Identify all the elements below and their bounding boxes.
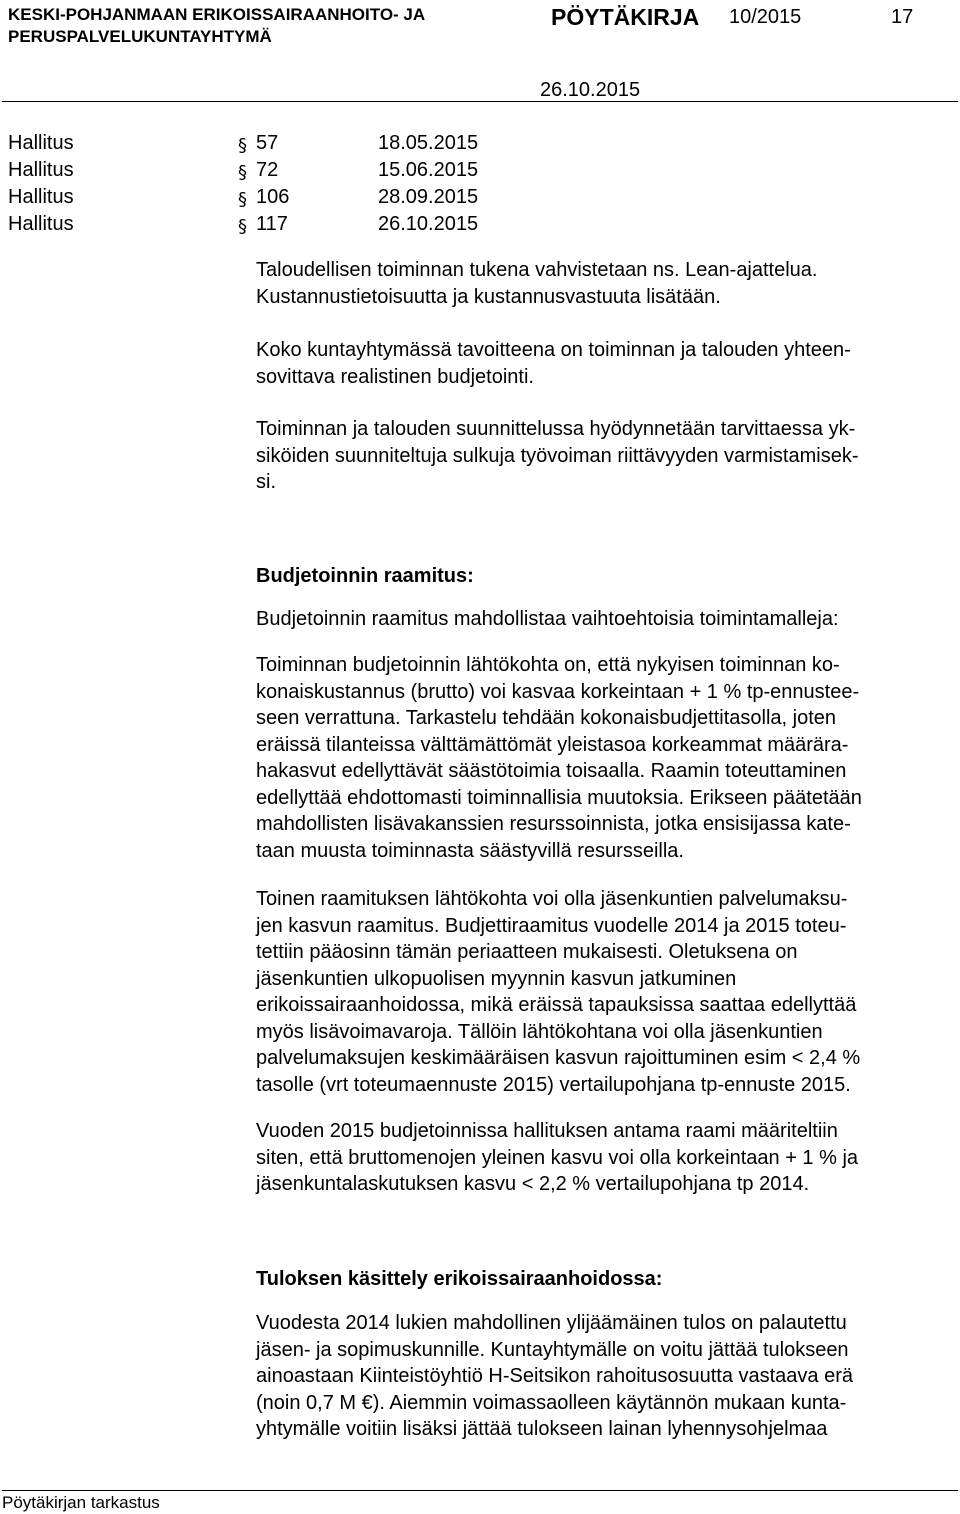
- paragraph-framing-intro: Budjetoinnin raamitus mahdollistaa vaihtoehtoisia toimintamalleja:: [256, 608, 839, 630]
- section-sign-icon: [238, 134, 254, 154]
- history-row: [0, 211, 960, 238]
- document-type: PÖYTÄKIRJA: [551, 4, 700, 30]
- history-body: Hallitus: [8, 213, 74, 235]
- history-date: 26.10.2015: [378, 213, 479, 235]
- processing-history: [0, 130, 960, 240]
- svg-text:§: §: [238, 135, 247, 154]
- paragraph-result-handling: Vuodesta 2014 lukien mahdollinen ylijäämäinen tulos on palautettu jäsen- ja sopimuskunnille. Kuntayhtymälle on voitu jättää tulokseen ainoastaan Kiinteistöyhtiö H-Seitsikon rahoitusosuutta vastaava erä (noin 0,7 M €). Aiemmin voimassaolleen käytännön mukaan kunta- yhtymälle voitiin lisäksi jättää tulokseen lainan lyhennysohjelmaa: [256, 1312, 854, 1440]
- history-row: [0, 184, 960, 211]
- organization-name: [8, 4, 425, 48]
- history-date: 15.06.2015: [378, 159, 479, 181]
- footer-divider: [2, 1490, 958, 1491]
- paragraph-budgeting-goal: Koko kuntayhtymässä tavoitteena on toiminnan ja talouden yhteen- sovittava realistinen budjetointi.: [256, 339, 851, 388]
- section-sign-icon: [238, 161, 254, 181]
- paragraph-framing-option-2: Toinen raamituksen lähtökohta voi olla jäsenkuntien palvelumaksu- jen kasvun raamitus. Budjettiraamitus vuodelle 2014 ja 2015 toteu- tettiin pääosinn tämän periaatteen mukaisesti. Oletuksena on jäsenkuntien ulkopuolisen myynnin kasvun jatkuminen erikoissairaanhoidossa, mikä eräissä tapauksissa saattaa edellyttää myös lisävoimavaroja. Tällöin lähtökohtana voi olla jäsenkuntien palvelumaksujen keskimääräisen kasvun rajoittuminen esim < 2,4 % tasolle (vrt toteumaennuste 2015) vertailupohjana tp-ennuste 2015.: [256, 888, 861, 1096]
- document-number: 10/2015: [729, 6, 802, 28]
- history-section: 117: [256, 213, 288, 235]
- section-sign-icon: [238, 215, 254, 235]
- minutes-review-label: Pöytäkirjan tarkastus: [2, 1493, 160, 1512]
- history-body: Hallitus: [8, 186, 74, 208]
- svg-text:§: §: [238, 162, 247, 181]
- heading-budget-framing: Budjetoinnin raamitus:: [256, 565, 474, 587]
- organization-line-1: KESKI-POHJANMAAN ERIKOISSAIRAANHOITO- JA: [8, 5, 426, 24]
- heading-result-handling: Tuloksen käsittely erikoissairaanhoidossa:: [256, 1268, 663, 1290]
- history-row: [0, 157, 960, 184]
- history-body: Hallitus: [8, 132, 74, 154]
- paragraph-planning: Toiminnan ja talouden suunnittelussa hyödynnetään tarvittaessa yk- siköiden suunniteltuja sulkuja työvoiman riittävyyden varmistamisek- si.: [256, 418, 859, 493]
- history-date: 28.09.2015: [378, 186, 479, 208]
- meeting-date: 26.10.2015: [540, 79, 641, 101]
- paragraph-2015-frame: Vuoden 2015 budjetoinnissa hallituksen antama raami määriteltiin siten, että bruttomenojen yleinen kasvu voi olla korkeintaan + 1 % ja jäsenkuntalaskutuksen kasvu < 2,2 % vertailupohjana tp 2014.: [256, 1120, 859, 1195]
- organization-line-2: PERUSPALVELUKUNTAYHTYMÄ: [8, 27, 272, 46]
- history-row: [0, 130, 960, 157]
- header-divider: [2, 101, 958, 102]
- page-number: 17: [891, 6, 914, 28]
- history-section: 106: [256, 186, 290, 208]
- paragraph-framing-option-1: Toiminnan budjetoinnin lähtökohta on, että nykyisen toiminnan ko- konaiskustannus (brutto) voi kasvaa korkeintaan + 1 % tp-ennustee- seen verrattuna. Tarkastelu tehdään kokonaisbudjettitasolla, joten eräissä tilanteissa välttämättömät yleistasoa korkeammat määrära- hakasvut edellyttävät säästötoimia toisaalla. Raamin toteuttaminen edellyttää ehdottomasti toiminnallisia muutoksia. Erikseen päätetään mahdollisten lisävakanssien resurssoinnista, jotka ensisijassa kate- taan muusta toiminnasta säästyvillä resursseilla.: [256, 654, 862, 862]
- history-date: 18.05.2015: [378, 132, 479, 154]
- svg-text:§: §: [238, 216, 247, 235]
- paragraph-lean: Taloudellisen toiminnan tukena vahvistetaan ns. Lean-ajattelua. Kustannustietoisuutta ja kustannusvastuuta lisätään.: [256, 259, 818, 308]
- section-sign-icon: [238, 188, 254, 208]
- history-section: 57: [256, 132, 279, 154]
- history-body: Hallitus: [8, 159, 74, 181]
- history-section: 72: [256, 159, 279, 181]
- svg-text:§: §: [238, 189, 247, 208]
